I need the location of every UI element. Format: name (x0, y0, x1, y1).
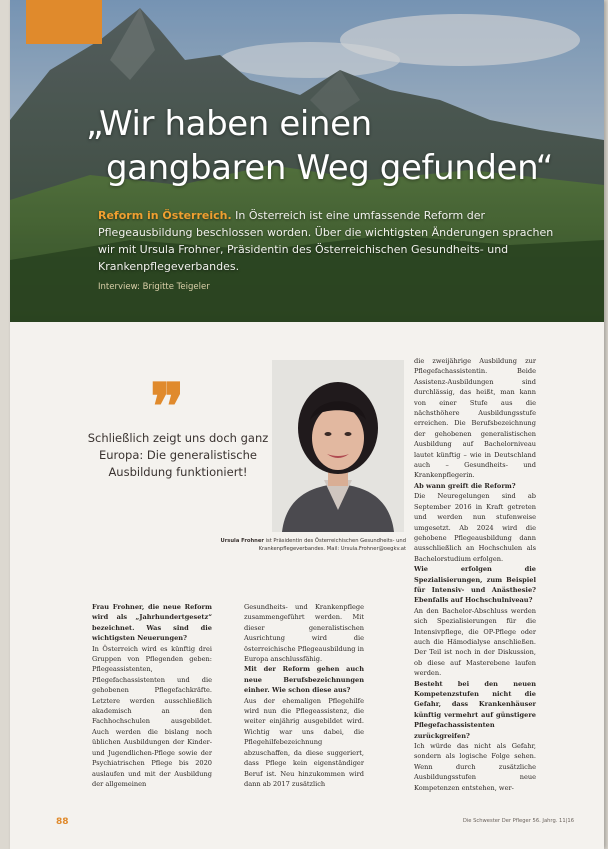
publication-footer: Die Schwester Der Pfleger 56. Jahrg. 11|16 (462, 818, 574, 824)
lead-text: In Österreich ist eine umfassende Reform der Pflegeausbildung beschlossen worden. Über die wichtigsten Änderungen sprachen wir mit Ursula Frohner, Präsidentin des Österreichischen Gesundheits- und Krankenpflegeverbandes. (98, 209, 554, 273)
interview-answer: Gesundheits- und Krankenpflege zusammengeführt werden. Mit dieser generalistischen Ausrichtung wird die österreichische Pflegeausbildung in Europa anschlussfähig. (244, 603, 364, 664)
interview-answer: Aus der ehemaligen Pflegehilfe wird nun die Pflegeassistenz, die weiter einjährig ausgebildet wird. Wichtig war uns dabei, die Pflegehilfebezeichnung abzuschaffen, da diese suggeriert, dass Pflege kein eigenständiger Beruf ist. Neu hinzukommen wird dann ab 2017 zusätzlich (244, 696, 364, 788)
portrait-image (272, 360, 404, 532)
article-headline (86, 102, 566, 190)
interview-question: Frau Frohner, die neue Reform wird als „Jahrhundertgesetz“ bezeichnet. Was sind die wichtigsten Neuerungen? (92, 603, 212, 643)
interview-answer: die zweijährige Ausbildung zur Pflegefachassistentin. Beide Assistenz-Ausbildungen sind durchlässig, das heißt, man kann von einer Stufe aus die nächsthöhere Ausbildungsstufe erreichen. Die Berufsbezeichnung der gehobenen generalistischen Ausbildung auf Bachelorniveau lautet künftig – wie in Deutschland auch – Gesundheits- und Krankenpflegerin. (414, 357, 536, 480)
interview-answer: Die Neuregelungen sind ab September 2016 in Kraft getreten und werden nun stufenweise umgesetzt. Ab 2024 wird die gehobene Pflegeausbildung dann ausschließlich an Hochschulen als Bachelorstudium erfolgen. (414, 492, 536, 563)
article-lead (98, 207, 568, 275)
headline-line-1: „Wir haben einen (86, 104, 372, 144)
magazine-page (10, 0, 604, 849)
interview-question: Ab wann greift die Reform? (414, 481, 516, 490)
text-column-2 (244, 602, 364, 789)
quote-mark-icon: ❞ (150, 370, 185, 445)
caption-name: Ursula Frohner (220, 538, 264, 544)
interview-question: Wie erfolgen die Spezialisierungen, zum Beispiel für Intensiv- und Anästhesie? Ebenfalls auf Hochschulniveau? (414, 565, 536, 605)
portrait-photo (272, 360, 404, 532)
interview-answer: An den Bachelor-Abschluss werden sich Spezialisierungen für die Intensivpflege, die OP-Pflege oder auch die Hämodialyse anschließen. Der Teil ist noch in der Diskussion, ob diese auf Masterebene laufen werden. (414, 606, 536, 678)
portrait-caption (206, 538, 406, 553)
interview-answer: In Österreich wird es künftig drei Gruppen von Pflegenden geben: Pflegeassistenten, Pflegefachassistenten und die gehobenen Pflegefachkräfte. Letztere werden ausschließlich akademisch an den Fachhochschulen ausgebildet. Auch werden die bislang noch üblichen Ausbildungen der Kinder- und Jugendlichen-Pflege sowie der Psychiatrischen Pflege bis 2020 auslaufen und mit der Ausbildung der allgemeinen (92, 644, 212, 788)
headline-line-2: gangbaren Weg gefunden“ (106, 148, 553, 188)
interview-question: Besteht bei den neuen Kompetenzstufen nicht die Gefahr, dass Krankenhäuser künftig vermehrt auf günstigere Pflegefachassistenten zurückgreifen? (414, 679, 536, 740)
hero-image (10, 0, 604, 322)
section-tab-marker (26, 0, 102, 44)
pull-quote: Schließlich zeigt uns doch ganz Europa: Die generalistische Ausbildung funktioniert! (87, 431, 269, 479)
text-column-3 (414, 356, 536, 793)
interview-answer: Ich würde das nicht als Gefahr, sondern als logische Folge sehen. Wenn durch zusätzliche Ausbildungsstufen neue Kompetenzen entstehen, wer- (414, 742, 536, 792)
byline: Interview: Brigitte Teigeler (98, 282, 210, 292)
text-column-1 (92, 602, 212, 789)
interview-question: Mit der Reform gehen auch neue Berufsbezeichnungen einher. Wie schon diese aus? (244, 665, 364, 695)
page-number: 88 (56, 817, 69, 827)
caption-text: ist Präsidentin des Österreichischen Gesundheits- und Krankenpflegeverbandes. Mail: Ursula.Frohner@oegkv.at (258, 538, 406, 552)
lead-kicker: Reform in Österreich. (98, 209, 232, 222)
